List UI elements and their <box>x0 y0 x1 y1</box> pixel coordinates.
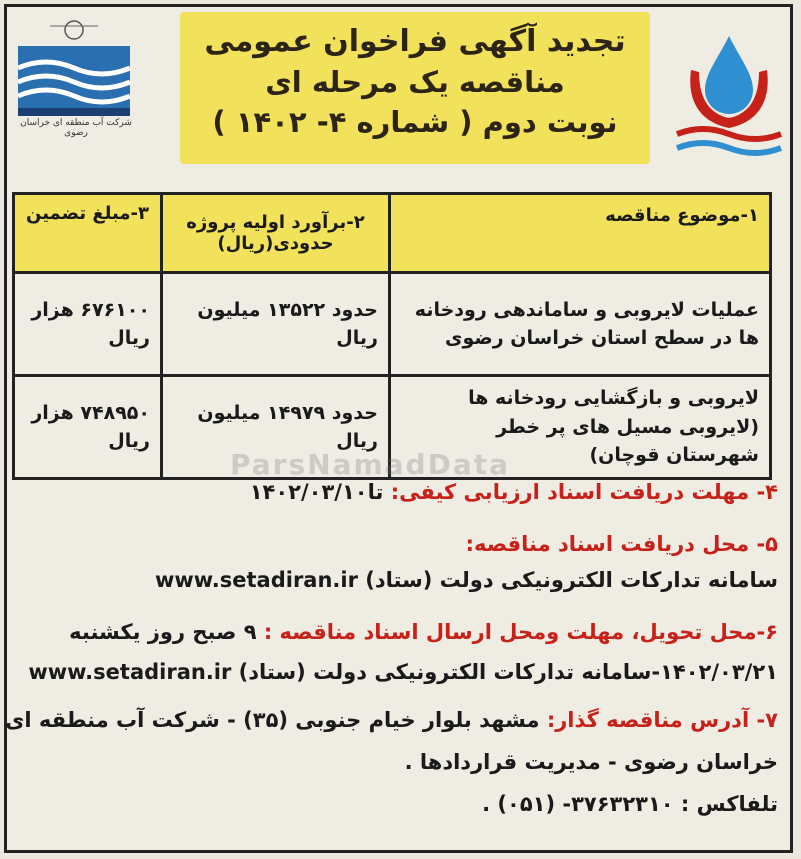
place-value: سامانه تدارکات الکترونیکی دولت (ستاد) www.setadiran.ir <box>154 568 778 592</box>
delivery-value-1: ۹ صبح روز یکشنبه <box>69 620 257 644</box>
watermark: ParsNamadData <box>230 448 510 481</box>
deadline-value: تا۱۴۰۲/۰۳/۱۰ <box>249 480 384 504</box>
place-line <box>18 532 778 556</box>
table-row <box>14 273 771 376</box>
row-subject: لایروبی و بازگشایی رودخانه ها (لایروبی مسیل های پر خطر شهرستان قوچان) <box>390 376 771 479</box>
place-value-line <box>18 568 778 592</box>
delivery-value-line <box>18 660 778 684</box>
row-guarantee: ۶۷۶۱۰۰ هزار ریال <box>14 273 162 376</box>
address-label: ۷- آدرس مناقصه گذار: <box>546 708 778 732</box>
deadline-line <box>18 480 778 504</box>
address-value-2: خراسان رضوی - مدیریت قراردادها . <box>404 750 778 774</box>
water-drop-hands-icon <box>669 30 789 160</box>
row-guarantee: ۷۴۸۹۵۰ هزار ریال <box>14 376 162 479</box>
tender-table <box>12 192 772 480</box>
fax-line <box>18 792 778 816</box>
header-guarantee: ۳-مبلغ تضمین <box>14 194 162 273</box>
banner-round: نوبت دوم ( شماره ۴- ۱۴۰۲ ) <box>212 105 618 139</box>
delivery-label: ۶-محل تحویل، مهلت ومحل ارسال اسناد مناقصه : <box>263 620 778 644</box>
delivery-value-2: ۱۴۰۲/۰۳/۲۱-سامانه تدارکات الکترونیکی دولت (ستاد) www.setadiran.ir <box>28 660 778 684</box>
fax-number: تلفاکس : ۳۷۶۳۲۳۱۰- (۰۵۱) . <box>482 792 778 816</box>
row-estimate: حدود ۱۴۹۷۹ میلیون ریال <box>162 376 390 479</box>
row-subject: عملیات لایروبی و ساماندهی رودخانه ها در سطح استان خراسان رضوی <box>390 273 771 376</box>
banner-subtitle: مناقصه یک مرحله ای <box>265 65 565 99</box>
header-estimate: ۲-برآورد اولیه پروژه حدودی(ریال) <box>162 194 390 273</box>
deadline-label: ۴- مهلت دریافت اسناد ارزیابی کیفی: <box>390 480 778 504</box>
title-banner <box>180 12 650 164</box>
address-line <box>5 708 778 732</box>
row-estimate: حدود ۱۳۵۲۲ میلیون ریال <box>162 273 390 376</box>
address-value-line <box>18 750 778 774</box>
delivery-line <box>18 620 778 644</box>
place-label: ۵- محل دریافت اسناد مناقصه: <box>465 532 778 556</box>
header-subject: ۱-موضوع مناقصه <box>390 194 771 273</box>
address-value-1: مشهد بلوار خیام جنوبی (۳۵) - شرکت آب منطقه ای <box>5 708 540 732</box>
table-header-row <box>14 194 771 273</box>
banner-title: تجدید آگهی فراخوان عمومی <box>204 24 626 59</box>
left-logo-caption: شرکت آب منطقه ای خراسان رضوی <box>20 118 132 138</box>
